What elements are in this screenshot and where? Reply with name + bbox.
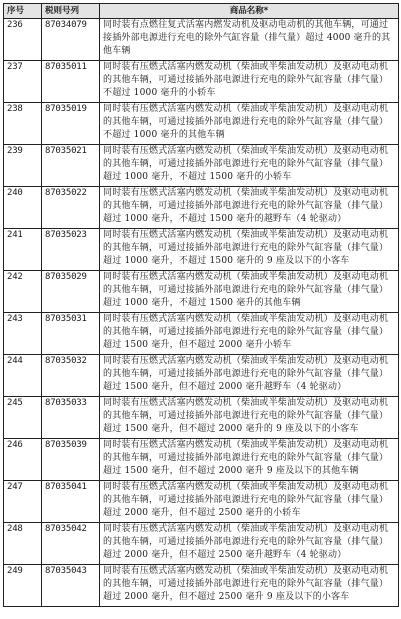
tariff-code-cell: 87035043 [42, 565, 100, 607]
table-row [4, 523, 399, 565]
product-description-cell: 同时装有压燃式活塞内燃发动机（柴油或半柴油发动机）及驱动电动机的其他车辆，可通过接插外部电源进行充电的除外气缸容量（排气量）超过 1000 毫升，不超过 1500 毫升的其他车辆 [100, 271, 399, 313]
table-row [4, 61, 399, 103]
tariff-code-cell: 87035021 [42, 145, 100, 187]
tariff-code-cell: 87035011 [42, 61, 100, 103]
table-row [4, 271, 399, 313]
serial-number-cell: 236 [4, 19, 42, 61]
serial-number-cell: 247 [4, 481, 42, 523]
tariff-code-cell: 87035023 [42, 229, 100, 271]
table-row [4, 397, 399, 439]
tariff-code-cell: 87035033 [42, 397, 100, 439]
product-description-cell: 同时装有压燃式活塞内燃发动机（柴油或半柴油发动机）及驱动电动机的其他车辆，可通过接插外部电源进行充电的除外气缸容量（排气量）不超过 1000 毫升的其他车辆 [100, 103, 399, 145]
product-description-cell: 同时装有压燃式活塞内燃发动机（柴油或半柴油发动机）及驱动电动机的其他车辆，可通过接插外部电源进行充电的除外气缸容量（排气量）超过 2000 毫升，但不超过 2500 毫升越野车（4 轮驱动） [100, 523, 399, 565]
tariff-code-cell: 87035041 [42, 481, 100, 523]
header-serial-number: 序号 [4, 4, 42, 19]
tariff-code-cell: 87035029 [42, 271, 100, 313]
table-row [4, 565, 399, 607]
header-tariff-code: 税则号列 [42, 4, 100, 19]
table-row [4, 19, 399, 61]
serial-number-cell: 241 [4, 229, 42, 271]
tariff-code-cell: 87035022 [42, 187, 100, 229]
serial-number-cell: 238 [4, 103, 42, 145]
serial-number-cell: 248 [4, 523, 42, 565]
table-row [4, 145, 399, 187]
tariff-code-cell: 87035042 [42, 523, 100, 565]
serial-number-cell: 240 [4, 187, 42, 229]
product-description-cell: 同时装有压燃式活塞内燃发动机（柴油或半柴油发动机）及驱动电动机的其他车辆，可通过接插外部电源进行充电的除外气缸容量（排气量）超过 1500 毫升，但不超过 2000 毫升的 9 座及以下的小客车 [100, 397, 399, 439]
product-description-cell: 同时装有压燃式活塞内燃发动机（柴油或半柴油发动机）及驱动电动机的其他车辆，可通过接插外部电源进行充电的除外气缸容量（排气量）超过 1000 毫升，不超过 1500 毫升的 9 座及以下的小客车 [100, 229, 399, 271]
tariff-table [3, 3, 399, 607]
table-row [4, 103, 399, 145]
product-description-cell: 同时装有压燃式活塞内燃发动机（柴油或半柴油发动机）及驱动电动机的其他车辆，可通过接插外部电源进行充电的除外气缸容量（排气量）超过 1500 毫升，但不超过 2000 毫升越野车（4 轮驱动） [100, 355, 399, 397]
serial-number-cell: 246 [4, 439, 42, 481]
serial-number-cell: 237 [4, 61, 42, 103]
product-description-cell: 同时装有压燃式活塞内燃发动机（柴油或半柴油发动机）及驱动电动机的其他车辆，可通过接插外部电源进行充电的除外气缸容量（排气量）超过 1000 毫升，不超过 1500 毫升的小轿车 [100, 145, 399, 187]
product-description-cell: 同时装有压燃式活塞内燃发动机（柴油或半柴油发动机）及驱动电动机的其他车辆，可通过接插外部电源进行充电的除外气缸容量（排气量）超过 2000 毫升，但不超过 2500 毫升 9 座及以下的小客车 [100, 565, 399, 607]
product-description-cell: 同时装有压燃式活塞内燃发动机（柴油或半柴油发动机）及驱动电动机的其他车辆，可通过接插外部电源进行充电的除外气缸容量（排气量）超过 2000 毫升，但不超过 2500 毫升的小轿车 [100, 481, 399, 523]
tariff-code-cell: 87034079 [42, 19, 100, 61]
table-header [4, 4, 399, 19]
header-product-name: 商品名称* [100, 4, 399, 19]
serial-number-cell: 242 [4, 271, 42, 313]
product-description-cell: 同时装有压燃式活塞内燃发动机（柴油或半柴油发动机）及驱动电动机的其他车辆，可通过接插外部电源进行充电的除外气缸容量（排气量）不超过 1000 毫升的小轿车 [100, 61, 399, 103]
serial-number-cell: 243 [4, 313, 42, 355]
product-description-cell: 同时装有压燃式活塞内燃发动机（柴油或半柴油发动机）及驱动电动机的其他车辆，可通过接插外部电源进行充电的除外气缸容量（排气量）超过 1500 毫升，但不超过 2000 毫升小轿车 [100, 313, 399, 355]
serial-number-cell: 249 [4, 565, 42, 607]
product-description-cell: 同时装有压燃式活塞内燃发动机（柴油或半柴油发动机）及驱动电动机的其他车辆，可通过接插外部电源进行充电的除外气缸容量（排气量）超过 1000 毫升，不超过 1500 毫升的越野车（4 轮驱动） [100, 187, 399, 229]
document-page [3, 3, 398, 607]
tariff-code-cell: 87035019 [42, 103, 100, 145]
serial-number-cell: 244 [4, 355, 42, 397]
product-description-cell: 同时装有压燃式活塞内燃发动机（柴油或半柴油发动机）及驱动电动机的其他车辆，可通过接插外部电源进行充电的除外气缸容量（排气量）超过 1500 毫升，但不超过 2000 毫升 9 座及以下的其他车辆 [100, 439, 399, 481]
tariff-code-cell: 87035031 [42, 313, 100, 355]
table-row [4, 187, 399, 229]
tariff-code-cell: 87035039 [42, 439, 100, 481]
tariff-code-cell: 87035032 [42, 355, 100, 397]
serial-number-cell: 245 [4, 397, 42, 439]
table-row [4, 481, 399, 523]
table-row [4, 439, 399, 481]
table-row [4, 313, 399, 355]
table-row [4, 229, 399, 271]
header-row [4, 4, 399, 19]
table-body [4, 19, 399, 607]
product-description-cell: 同时装有点燃往复式活塞内燃发动机及驱动电动机的其他车辆，可通过接插外部电源进行充电的除外气缸容量（排气量）超过 4000 毫升的其他车辆 [100, 19, 399, 61]
table-row [4, 355, 399, 397]
serial-number-cell: 239 [4, 145, 42, 187]
